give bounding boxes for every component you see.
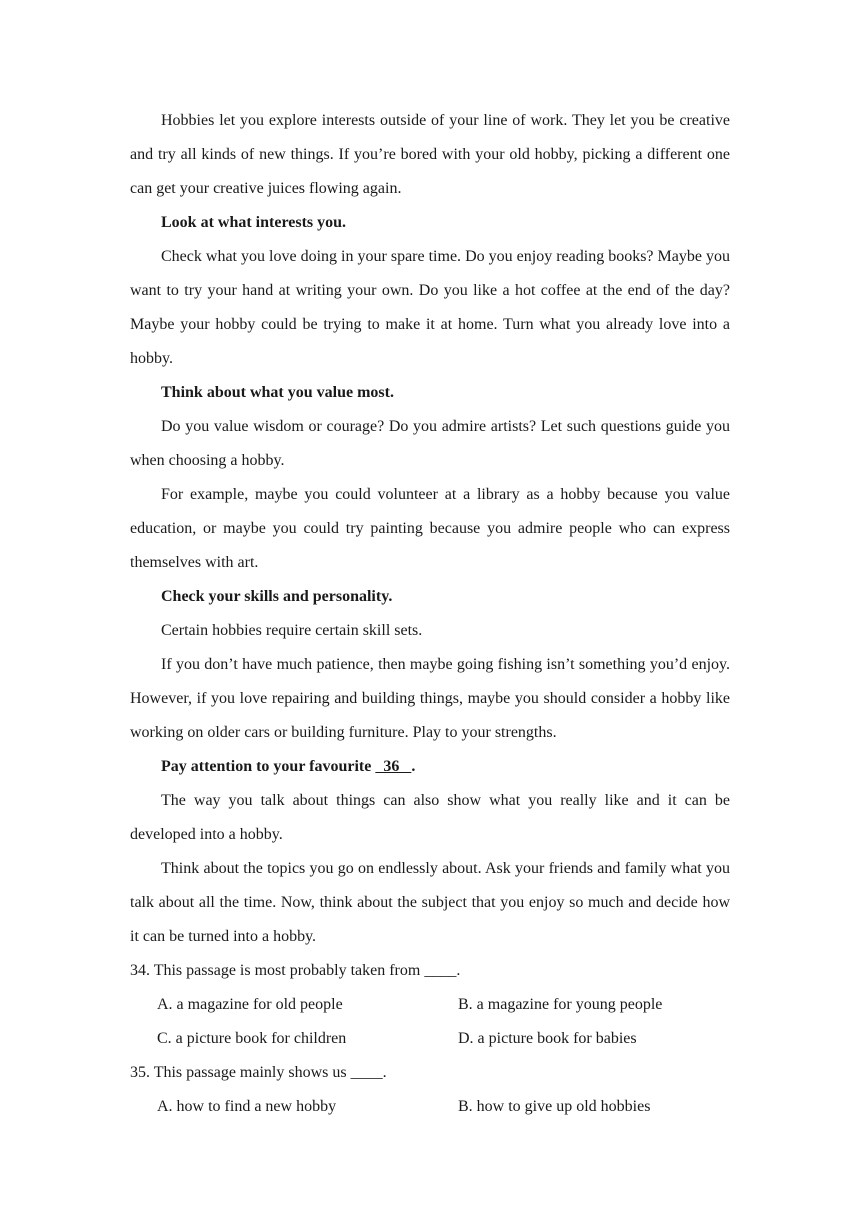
passage-paragraph-8: Think about the topics you go on endlessly about. Ask your friends and family what you talk about all the time. Now, think about the subject that you enjoy so much and decide how it can be turned into a hobby. [130, 860, 730, 945]
passage-paragraph-4: For example, maybe you could volunteer at a library as a hobby because you value education, or maybe you could try painting because you admire people who can express themselves with art. [130, 486, 730, 571]
passage-paragraph-7: The way you talk about things can also show what you really like and it can be developed into a hobby. [130, 792, 730, 843]
exam-page [130, 104, 730, 1124]
section-heading-interests: Look at what interests you. [161, 214, 347, 231]
passage-paragraph-2: Check what you love doing in your spare time. Do you enjoy reading books? Maybe you want to try your hand at writing your own. Do you like a hot coffee at the end of the day? Maybe your hobby could be trying to make it at home. Turn what you already love into a hobby. [130, 248, 730, 367]
question-35-option-a: A. how to find a new hobby [157, 1098, 337, 1115]
question-35-option-b: B. how to give up old hobbies [458, 1098, 651, 1115]
passage-paragraph-5: Certain hobbies require certain skill sets. [161, 622, 423, 639]
question-34-option-d: D. a picture book for babies [458, 1030, 637, 1047]
heading-period: . [411, 758, 416, 775]
question-34-option-b: B. a magazine for young people [458, 996, 663, 1013]
passage-paragraph-6: If you don’t have much patience, then maybe going fishing isn’t something you’d enjoy. However, if you love repairing and building things, maybe you should consider a hobby like working on older cars or building furniture. Play to your strengths. [130, 656, 730, 741]
question-35-options [130, 1090, 730, 1124]
question-35-stem: 35. This passage mainly shows us ____. [130, 1064, 387, 1081]
section-heading-favourite [130, 750, 730, 784]
question-34-stem: 34. This passage is most probably taken from ____. [130, 962, 461, 979]
question-34-options [130, 988, 730, 1056]
section-heading-value: Think about what you value most. [161, 384, 394, 401]
section-heading-skills: Check your skills and personality. [161, 588, 393, 605]
heading-text: Pay attention to your favourite [161, 758, 376, 775]
passage-paragraph-3: Do you value wisdom or courage? Do you admire artists? Let such questions guide you when choosing a hobby. [130, 418, 730, 469]
passage-paragraph-1: Hobbies let you explore interests outside of your line of work. They let you be creative and try all kinds of new things. If you’re bored with your old hobby, picking a different one can get your creative juices flowing again. [130, 112, 730, 197]
question-34-option-c: C. a picture book for children [157, 1030, 347, 1047]
blank-36: 36 [375, 758, 412, 775]
question-34-option-a: A. a magazine for old people [157, 996, 343, 1013]
